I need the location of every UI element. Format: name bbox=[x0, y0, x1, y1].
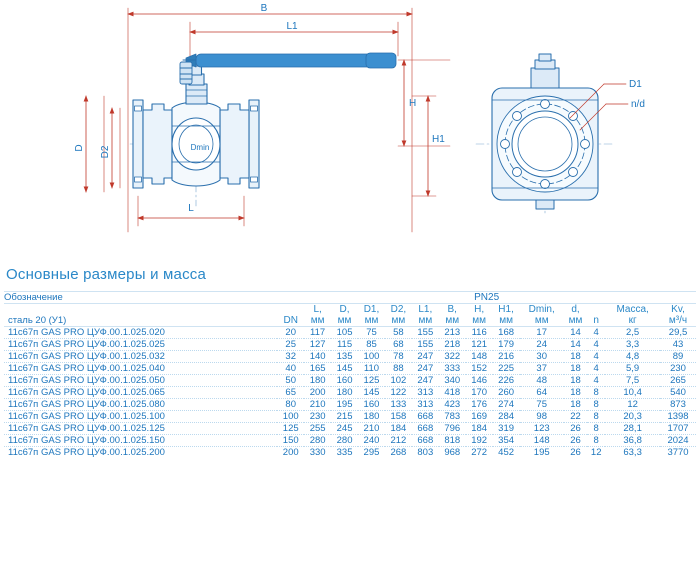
table-header-columns-row bbox=[4, 304, 696, 327]
dim-label-H: H bbox=[409, 98, 417, 109]
col-header-h1: H1, мм bbox=[493, 304, 520, 327]
cell-h: 146 bbox=[466, 375, 493, 387]
cell-dn: 100 bbox=[277, 411, 304, 423]
dim-label-H1: H1 bbox=[432, 134, 445, 145]
cell-d1: 125 bbox=[358, 375, 385, 387]
col-header-l: L, мм bbox=[304, 304, 331, 327]
cell-h1: 168 bbox=[493, 327, 520, 339]
pn-header: PN25 bbox=[277, 292, 696, 304]
cell-designation: 11с67п GAS PRO ЦУФ.00.1.025.025 bbox=[4, 339, 277, 351]
cell-dn: 50 bbox=[277, 375, 304, 387]
cell-d-hole: 26 bbox=[570, 447, 581, 459]
cell-b: 968 bbox=[444, 447, 461, 459]
cell-d1: 75 bbox=[358, 327, 385, 339]
cell-b: 783 bbox=[439, 411, 466, 423]
dimensions-table bbox=[4, 291, 696, 458]
cell-n: 8 bbox=[587, 423, 605, 435]
cell-n: 8 bbox=[587, 387, 605, 399]
cell-d-hole: 18 bbox=[564, 351, 587, 363]
cell-d-hole: 18 bbox=[564, 363, 587, 375]
cell-designation: 11с67п GAS PRO ЦУФ.00.1.025.200 bbox=[8, 447, 165, 459]
cell-kv: 265 bbox=[660, 375, 696, 387]
cell-designation: 11с67п GAS PRO ЦУФ.00.1.025.065 bbox=[4, 387, 277, 399]
table-row bbox=[4, 387, 696, 399]
cell-mass: 7,5 bbox=[605, 375, 660, 387]
cell-mass: 4,8 bbox=[605, 351, 660, 363]
cell-h: 152 bbox=[466, 363, 493, 375]
cell-h: 169 bbox=[466, 411, 493, 423]
cell-l: 280 bbox=[304, 435, 331, 447]
cell-d: 105 bbox=[331, 327, 358, 339]
cell-d-hole: 18 bbox=[564, 399, 587, 411]
cell-dmin: 17 bbox=[520, 327, 564, 339]
dim-label-B: B bbox=[260, 3, 268, 14]
cell-b: 423 bbox=[439, 399, 466, 411]
table-row bbox=[4, 375, 696, 387]
cell-d2: 158 bbox=[385, 411, 412, 423]
cell-dmin: 30 bbox=[520, 351, 564, 363]
cell-mass: 5,9 bbox=[605, 363, 660, 375]
table-row bbox=[4, 435, 696, 447]
cell-h1: 452 bbox=[498, 447, 515, 459]
cell-dmin: 64 bbox=[520, 387, 564, 399]
cell-dn: 65 bbox=[277, 387, 304, 399]
table-row bbox=[4, 423, 696, 435]
cell-designation: 11с67п GAS PRO ЦУФ.00.1.025.032 bbox=[4, 351, 277, 363]
cell-designation: 11с67п GAS PRO ЦУФ.00.1.025.125 bbox=[4, 423, 277, 435]
cell-l: 200 bbox=[304, 387, 331, 399]
cell-n: 8 bbox=[587, 435, 605, 447]
cell-b: 418 bbox=[439, 387, 466, 399]
cell-h1: 354 bbox=[493, 435, 520, 447]
table-row bbox=[4, 399, 696, 411]
cell-h1: 225 bbox=[493, 363, 520, 375]
cell-l1: 155 bbox=[412, 339, 439, 351]
cell-d-hole: 22 bbox=[564, 411, 587, 423]
cell-d2: 88 bbox=[385, 363, 412, 375]
cell-b: 322 bbox=[439, 351, 466, 363]
cell-designation: 11с67п GAS PRO ЦУФ.00.1.025.050 bbox=[4, 375, 277, 387]
cell-d: 145 bbox=[331, 363, 358, 375]
cell-dmin: 148 bbox=[520, 435, 564, 447]
col-header-d: D, мм bbox=[331, 304, 358, 327]
cell-designation: 11с67п GAS PRO ЦУФ.00.1.025.150 bbox=[4, 435, 277, 447]
dim-label-D: D bbox=[74, 144, 85, 152]
cell-n: 4 bbox=[587, 375, 605, 387]
cell-h: 116 bbox=[466, 327, 493, 339]
cell-h1: 179 bbox=[493, 339, 520, 351]
cell-d: 215 bbox=[331, 411, 358, 423]
cell-d: 280 bbox=[331, 435, 358, 447]
cell-l1: 803 bbox=[417, 447, 434, 459]
cell-n: 12 bbox=[590, 447, 602, 459]
cell-designation: 11с67п GAS PRO ЦУФ.00.1.025.020 bbox=[4, 327, 277, 339]
cell-kv: 29,5 bbox=[660, 327, 696, 339]
cell-d2: 122 bbox=[385, 387, 412, 399]
cell-l: 210 bbox=[304, 399, 331, 411]
cell-h: 192 bbox=[466, 435, 493, 447]
cell-l: 127 bbox=[304, 339, 331, 351]
cell-dmin: 75 bbox=[520, 399, 564, 411]
col-header-d1: D1, мм bbox=[358, 304, 385, 327]
table-row bbox=[4, 411, 696, 423]
cell-d: 135 bbox=[331, 351, 358, 363]
cell-d2: 133 bbox=[385, 399, 412, 411]
table-row bbox=[4, 363, 696, 375]
table-row bbox=[4, 327, 696, 339]
table-header-pn-row bbox=[4, 292, 696, 304]
cell-d1: 100 bbox=[358, 351, 385, 363]
cell-h1: 319 bbox=[493, 423, 520, 435]
cell-h: 148 bbox=[466, 351, 493, 363]
cell-designation: 11с67п GAS PRO ЦУФ.00.1.025.080 bbox=[4, 399, 277, 411]
designation-header: Обозначение bbox=[4, 292, 277, 304]
cell-kv: 230 bbox=[660, 363, 696, 375]
cell-l1: 313 bbox=[412, 387, 439, 399]
cell-h1: 274 bbox=[493, 399, 520, 411]
cell-b: 796 bbox=[439, 423, 466, 435]
cell-d: 160 bbox=[331, 375, 358, 387]
cell-designation: 11с67п GAS PRO ЦУФ.00.1.025.040 bbox=[4, 363, 277, 375]
dim-label-D1: D1 bbox=[629, 79, 642, 90]
cell-l: 230 bbox=[304, 411, 331, 423]
col-header-b: B, мм bbox=[439, 304, 466, 327]
cell-d2: 268 bbox=[390, 447, 407, 459]
cell-dmin: 195 bbox=[533, 447, 550, 459]
cell-h: 176 bbox=[466, 399, 493, 411]
cell-h1: 216 bbox=[493, 351, 520, 363]
cell-d-hole: 26 bbox=[564, 423, 587, 435]
cell-d: 195 bbox=[331, 399, 358, 411]
dim-label-nd: n/d bbox=[631, 99, 645, 110]
cell-mass: 36,8 bbox=[605, 435, 660, 447]
cell-kv: 43 bbox=[660, 339, 696, 351]
cell-d: 180 bbox=[331, 387, 358, 399]
cell-b: 340 bbox=[439, 375, 466, 387]
cell-d2: 58 bbox=[385, 327, 412, 339]
cell-dn: 200 bbox=[282, 447, 299, 459]
cell-mass: 10,4 bbox=[605, 387, 660, 399]
cell-n: 4 bbox=[587, 363, 605, 375]
cell-n: 4 bbox=[587, 339, 605, 351]
cell-h1: 260 bbox=[493, 387, 520, 399]
cell-d-hole: 18 bbox=[564, 387, 587, 399]
technical-drawing bbox=[0, 0, 700, 262]
cell-h: 170 bbox=[466, 387, 493, 399]
col-header-d2: D2, мм bbox=[385, 304, 412, 327]
cell-mass: 63,3 bbox=[623, 447, 642, 459]
cell-d2: 78 bbox=[385, 351, 412, 363]
cell-l1: 247 bbox=[412, 363, 439, 375]
cell-d-hole: 14 bbox=[564, 339, 587, 351]
cell-d1: 180 bbox=[358, 411, 385, 423]
table-row bbox=[4, 339, 696, 351]
cell-mass: 2,5 bbox=[605, 327, 660, 339]
cell-h1: 226 bbox=[493, 375, 520, 387]
dim-label-Dmin: Dmin bbox=[190, 143, 210, 152]
cell-d1: 160 bbox=[358, 399, 385, 411]
cell-kv: 89 bbox=[660, 351, 696, 363]
table-body bbox=[4, 327, 696, 459]
cell-mass: 12 bbox=[605, 399, 660, 411]
cell-dn: 20 bbox=[277, 327, 304, 339]
table-row bbox=[4, 351, 696, 363]
cell-d1: 85 bbox=[358, 339, 385, 351]
col-header-dn: DN bbox=[277, 304, 304, 327]
cell-d1: 295 bbox=[363, 447, 380, 459]
col-header-l1: L1, мм bbox=[412, 304, 439, 327]
cell-l1: 668 bbox=[412, 423, 439, 435]
cell-dmin: 37 bbox=[520, 363, 564, 375]
cell-d2: 184 bbox=[385, 423, 412, 435]
col-header-kv: Kv, м³/ч bbox=[660, 304, 696, 327]
cell-l: 165 bbox=[304, 363, 331, 375]
cell-dmin: 123 bbox=[520, 423, 564, 435]
cell-mass: 28,1 bbox=[605, 423, 660, 435]
col-header-dmin: Dmin, мм bbox=[520, 304, 564, 327]
cell-dn: 125 bbox=[277, 423, 304, 435]
cell-b: 213 bbox=[439, 327, 466, 339]
cell-kv: 3770 bbox=[667, 447, 689, 459]
dim-label-L: L bbox=[188, 203, 194, 214]
cell-l: 140 bbox=[304, 351, 331, 363]
cell-kv: 1707 bbox=[660, 423, 696, 435]
cell-kv: 1398 bbox=[660, 411, 696, 423]
cell-n: 8 bbox=[587, 399, 605, 411]
cell-h1: 284 bbox=[493, 411, 520, 423]
cell-h: 184 bbox=[466, 423, 493, 435]
cell-d-hole: 18 bbox=[564, 375, 587, 387]
cell-dmin: 24 bbox=[520, 339, 564, 351]
cell-d2: 102 bbox=[385, 375, 412, 387]
cell-d: 245 bbox=[331, 423, 358, 435]
cell-l1: 668 bbox=[412, 435, 439, 447]
cell-l: 330 bbox=[309, 447, 326, 459]
table-row bbox=[4, 447, 696, 459]
cell-mass: 3,3 bbox=[605, 339, 660, 351]
cell-d1: 145 bbox=[358, 387, 385, 399]
cell-designation: 11с67п GAS PRO ЦУФ.00.1.025.100 bbox=[4, 411, 277, 423]
cell-n: 4 bbox=[587, 351, 605, 363]
cell-l1: 247 bbox=[412, 351, 439, 363]
cell-b: 818 bbox=[439, 435, 466, 447]
dim-label-D2: D2 bbox=[100, 145, 111, 159]
cell-d1: 210 bbox=[358, 423, 385, 435]
dim-label-L1: L1 bbox=[286, 21, 298, 32]
cell-h: 272 bbox=[471, 447, 488, 459]
cell-l1: 313 bbox=[412, 399, 439, 411]
col-header-h: H, мм bbox=[466, 304, 493, 327]
col-header-mass: Масса, кг bbox=[605, 304, 660, 327]
cell-d1: 240 bbox=[358, 435, 385, 447]
cell-l: 255 bbox=[304, 423, 331, 435]
section-title: Основные размеры и масса bbox=[6, 266, 207, 283]
cell-dn: 32 bbox=[277, 351, 304, 363]
cell-d1: 110 bbox=[358, 363, 385, 375]
cell-dmin: 48 bbox=[520, 375, 564, 387]
cell-dn: 40 bbox=[277, 363, 304, 375]
cell-b: 333 bbox=[439, 363, 466, 375]
cell-kv: 873 bbox=[660, 399, 696, 411]
col-header-n: n bbox=[587, 304, 605, 327]
cell-l1: 668 bbox=[412, 411, 439, 423]
col-header-dd: d, мм bbox=[564, 304, 587, 327]
cell-d2: 212 bbox=[385, 435, 412, 447]
cell-d-hole: 14 bbox=[564, 327, 587, 339]
cell-dn: 25 bbox=[277, 339, 304, 351]
cell-mass: 20,3 bbox=[605, 411, 660, 423]
cell-kv: 2024 bbox=[660, 435, 696, 447]
cell-l: 180 bbox=[304, 375, 331, 387]
cell-b: 218 bbox=[439, 339, 466, 351]
cell-l1: 155 bbox=[412, 327, 439, 339]
cell-l: 117 bbox=[304, 327, 331, 339]
cell-dmin: 98 bbox=[520, 411, 564, 423]
cell-h: 121 bbox=[466, 339, 493, 351]
cell-d: 115 bbox=[331, 339, 358, 351]
cell-dn: 150 bbox=[277, 435, 304, 447]
cell-d2: 68 bbox=[385, 339, 412, 351]
cell-d-hole: 26 bbox=[564, 435, 587, 447]
spec-table-section bbox=[0, 262, 700, 458]
cell-n: 4 bbox=[587, 327, 605, 339]
cell-dn: 80 bbox=[277, 399, 304, 411]
cell-kv: 540 bbox=[660, 387, 696, 399]
cell-n: 8 bbox=[587, 411, 605, 423]
cell-d: 335 bbox=[336, 447, 353, 459]
steel-header: сталь 20 (У1) bbox=[4, 304, 277, 327]
cell-l1: 247 bbox=[412, 375, 439, 387]
